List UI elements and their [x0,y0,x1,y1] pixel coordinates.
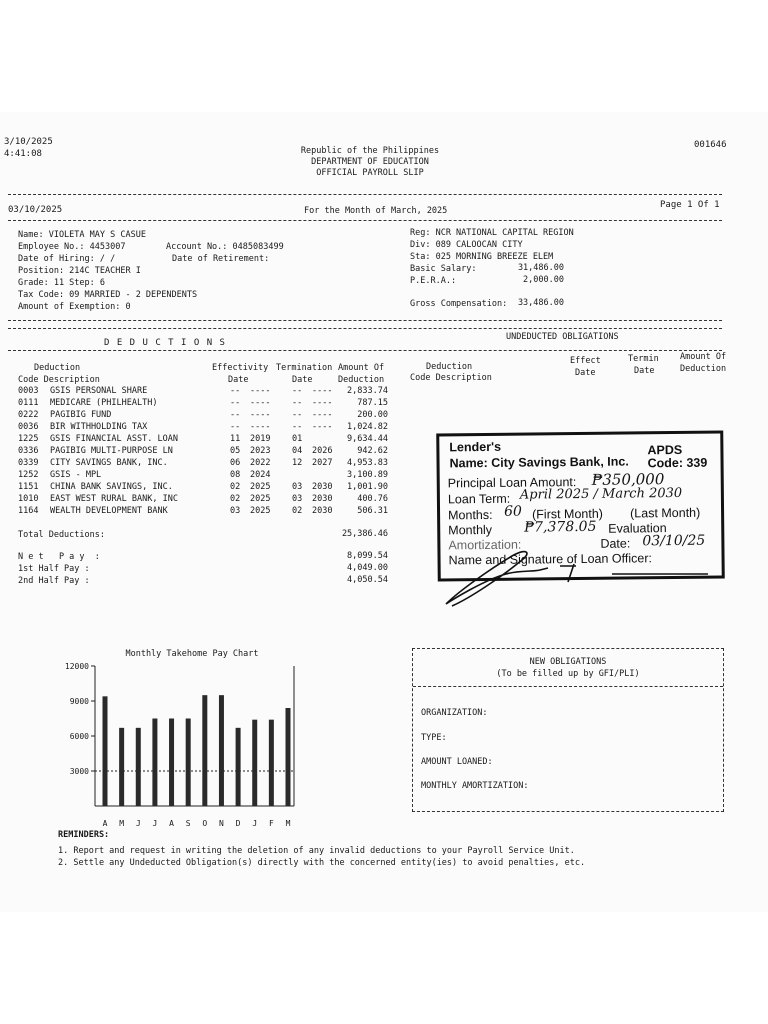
y-tick-label: 9000 [69,697,89,706]
termination-year: ---- [312,422,333,432]
effectivity-month: 08 [230,470,241,480]
lender-apds-stamp [436,431,725,582]
stamp-first-month: (First Month) [532,506,603,522]
x-tick-label: F [268,819,274,828]
x-tick-label: J [152,819,158,828]
stamp-date-label: Date: [600,536,631,551]
second-half-pay-label: 2nd Half Pay : [18,576,90,586]
undeducted-obligations-title: UNDEDUCTED OBLIGATIONS [506,332,619,342]
termination-month: -- [292,410,303,420]
effectivity-month: -- [230,422,241,432]
divider [8,194,722,195]
stamp-lender-name: Name: City Savings Bank, Inc. [449,454,629,471]
takehome-pay-chart [58,644,398,834]
chart-bar [152,719,157,807]
deduction-description: WEALTH DEVELOPMENT BANK [50,506,168,516]
deduction-code: 0339 [18,458,39,468]
termination-month: -- [292,386,303,396]
effectivity-year: 2025 [250,494,271,504]
stamp-lender-label: Lender's [449,439,502,455]
stamp-principal-handwritten: ₱350,000 [591,470,665,489]
termination-month: 03 [292,482,303,492]
deduction-amount: 1,024.82 [347,422,388,432]
deduction-code: 0222 [18,410,39,420]
deduction-amount: 1,001.90 [347,482,388,492]
division: Div: 089 CALOOCAN CITY [410,240,523,250]
effectivity-month: 02 [230,494,241,504]
x-tick-label: M [119,819,125,828]
tax-code: Tax Code: 09 MARRIED - 2 DEPENDENTS [18,290,198,300]
date-of-hiring: Date of Hiring: / / [18,254,116,264]
termination-month: -- [292,398,303,408]
print-date: 3/10/2025 [4,137,53,147]
und-col-termin-date: Date [634,366,655,376]
divider [8,320,722,321]
effectivity-year: ---- [250,410,271,420]
y-tick-label: 6000 [69,732,89,741]
effectivity-month: -- [230,398,241,408]
gross-compensation-label: Gross Compensation: [410,299,508,309]
effectivity-year: 2025 [250,506,271,516]
date-of-retirement: Date of Retirement: [172,254,270,264]
chart-title: Monthly Takehome Pay Chart [125,649,259,659]
col-deduction-amount: Deduction [338,375,385,385]
effectivity-month: 02 [230,482,241,492]
col-effectivity: Effectivity [212,363,269,373]
total-deductions-value: 25,386.46 [341,529,388,539]
effectivity-month: 05 [230,446,241,456]
stamp-code: Code: 339 [647,455,708,471]
new-obligations-subtitle: (To be filled up by GFI/PLI) [496,669,640,679]
deduction-description: EAST WEST RURAL BANK, INC [50,494,178,504]
effectivity-year: 2024 [250,470,271,480]
deduction-row [18,494,398,505]
termination-month: 01 [292,434,303,444]
region: Reg: NCR NATIONAL CAPITAL REGION [410,228,574,238]
employee-number: Employee No.: 4453007 [18,242,126,252]
col-deduction: Deduction [34,363,81,373]
termination-year: 2026 [312,446,333,456]
termination-year: ---- [312,398,333,408]
deduction-code: 0003 [18,386,39,396]
stamp-monthly-label: Monthly [448,522,493,538]
deduction-amount: 942.62 [357,446,388,456]
effectivity-month: 03 [230,506,241,516]
col-code-description: Code Description [18,375,100,385]
deduction-row [18,422,398,433]
und-col-effect: Effect [570,356,601,366]
stamp-amortization-label: Amortization: [448,537,522,553]
first-half-pay-label: 1st Half Pay : [18,564,90,574]
chart-bar [269,720,274,806]
stamp-apds: APDS [647,442,683,458]
new-obligations-box [412,648,724,812]
reminder-2: 2. Settle any Undeducted Obligation(s) directly with the concerned entity(ies) to avoid penalties, etc. [58,858,586,868]
deduction-amount: 9,634.44 [347,434,388,444]
deduction-code: 1225 [18,434,39,444]
deduction-row [18,470,398,481]
amount-loaned-label: AMOUNT LOANED: [421,757,493,767]
deduction-row [18,398,398,409]
stamp-principal-label: Principal Loan Amount: [447,475,577,491]
deduction-code: 1151 [18,482,39,492]
termination-year: 2030 [312,482,333,492]
und-col-deduction-amount: Deduction [680,364,727,374]
basic-salary-label: Basic Salary: [410,264,477,274]
und-col-amount-of: Amount Of [680,352,727,362]
deduction-amount: 506.31 [357,506,388,516]
pera-value: 2,000.00 [523,275,564,285]
effectivity-year: ---- [250,422,271,432]
x-tick-label: S [185,819,191,828]
effectivity-month: 11 [230,434,241,444]
deduction-row [18,446,398,457]
col-termination: Termination [276,363,333,373]
deduction-amount: 787.15 [357,398,388,408]
chart-bar [286,708,291,806]
termination-year: 2027 [312,458,333,468]
net-pay-value: 8,099.54 [347,551,388,561]
und-col-deduction: Deduction [426,362,473,372]
deductions-title: D E D U C T I O N S [104,338,226,348]
deduction-code: 1164 [18,506,39,516]
termination-month: 02 [292,506,303,516]
organization-label: ORGANIZATION: [421,708,488,718]
employee-name: Name: VIOLETA MAY S CASUE [18,230,146,240]
deduction-amount: 200.00 [357,410,388,420]
und-col-termin: Termin [628,354,659,364]
stamp-signature-label: Name and Signature of Loan Officer: [448,551,652,568]
deduction-description: BIR WITHHOLDING TAX [50,422,148,432]
total-deductions-label: Total Deductions: [18,530,105,540]
deduction-row [18,458,398,469]
deduction-row [18,410,398,421]
termination-year: ---- [312,386,333,396]
deduction-row [18,482,398,493]
chart-bar [103,696,108,806]
second-half-pay-value: 4,050.54 [347,575,388,585]
x-tick-label: M [285,819,291,828]
first-half-pay-value: 4,049.00 [347,563,388,573]
x-tick-label: A [102,819,108,828]
amount-of-exemption: Amount of Exemption: 0 [18,302,131,312]
document-number: 001646 [694,140,727,150]
deduction-description: CHINA BANK SAVINGS, INC. [50,482,173,492]
y-tick-label: 12000 [64,662,89,671]
deduction-row [18,506,398,517]
deduction-amount: 4,953.83 [347,458,388,468]
effectivity-month: -- [230,386,241,396]
header-republic: Republic of the Philippines [300,146,440,156]
stamp-monthly-handwritten: ₱7,378.05 [524,518,597,536]
und-col-effect-date: Date [575,368,596,378]
deduction-amount: 2,833.74 [347,386,388,396]
x-tick-label: J [135,819,141,828]
header-department: DEPARTMENT OF EDUCATION [311,157,429,167]
basic-salary-value: 31,486.00 [517,263,564,273]
effectivity-year: 2019 [250,434,271,444]
deduction-description: MEDICARE (PHILHEALTH) [50,398,158,408]
effectivity-month: 06 [230,458,241,468]
deduction-code: 0036 [18,422,39,432]
effectivity-year: ---- [250,386,271,396]
deduction-amount: 400.76 [357,494,388,504]
print-time: 4:41:08 [4,149,42,159]
und-col-code-description: Code Description [410,373,492,383]
x-tick-label: A [169,819,174,828]
col-effectivity-date: Date [228,375,249,385]
effectivity-year: ---- [250,398,271,408]
header-slip-title: OFFICIAL PAYROLL SLIP [316,168,424,178]
page-indicator: Page 1 Of 1 [660,200,720,210]
deduction-code: 1010 [18,494,39,504]
termination-month: 12 [292,458,303,468]
type-label: TYPE: [421,733,447,743]
termination-month: -- [292,422,303,432]
deduction-amount: 3,100.89 [347,470,388,480]
gross-compensation-value: 33,486.00 [517,298,564,308]
chart-bar [219,695,224,806]
x-tick-label: J [252,819,258,828]
stamp-last-month: (Last Month) [630,505,701,521]
chart-bar [252,720,257,806]
deduction-row [18,386,398,397]
slip-date: 03/10/2025 [8,205,63,215]
deduction-code: 1252 [18,470,39,480]
x-tick-label: D [235,819,241,828]
divider [8,328,722,329]
divider [413,686,723,687]
chart-bar [236,728,241,806]
termination-month: 03 [292,494,303,504]
station: Sta: 025 MORNING BREEZE ELEM [410,252,554,262]
chart-bar [202,695,207,806]
termination-year: ---- [312,410,333,420]
stamp-months-label: Months: [448,507,493,523]
x-tick-label: O [202,819,208,828]
deduction-row [18,434,398,445]
net-pay-label: N e t P a y : [18,552,100,562]
deduction-description: PAGIBIG FUND [50,410,112,420]
col-termination-date: Date [292,375,313,385]
deduction-code: 0111 [18,398,39,408]
stamp-evaluation: Evaluation [608,521,667,536]
x-tick-label: N [219,819,224,828]
deduction-description: GSIS - MPL [50,470,102,480]
account-number: Account No.: 0485083499 [166,242,284,252]
chart-bar [119,728,124,806]
divider [8,350,722,351]
effectivity-month: -- [230,410,241,420]
deduction-description: GSIS FINANCIAL ASST. LOAN [50,434,178,444]
stamp-term-handwritten: April 2025 / March 2030 [519,485,683,503]
for-month: For the Month of March, 2025 [304,206,448,216]
y-tick-label: 3000 [69,767,89,776]
effectivity-year: 2023 [250,446,271,456]
deduction-description: GSIS PERSONAL SHARE [50,386,148,396]
reminders-title: REMINDERS: [58,830,110,840]
termination-year: 2030 [312,494,333,504]
deduction-description: PAGIBIG MULTI-PURPOSE LN [50,446,173,456]
termination-year: 2030 [312,506,333,516]
new-obligations-title: NEW OBLIGATIONS [529,657,607,667]
stamp-months-handwritten: 60 [503,503,522,520]
effectivity-year: 2025 [250,482,271,492]
col-amount-of: Amount Of [338,363,385,373]
monthly-amortization-label: MONTHLY AMORTIZATION: [421,781,529,791]
chart-bar [169,719,174,807]
stamp-date-handwritten: 03/10/25 [642,532,706,550]
termination-month: 04 [292,446,303,456]
chart-bar [136,728,141,806]
pera-label: P.E.R.A.: [410,276,457,286]
position: Position: 214C TEACHER I [18,266,141,276]
chart-bar [186,719,191,807]
stamp-term-label: Loan Term: [447,491,511,507]
deduction-description: CITY SAVINGS BANK, INC. [50,458,168,468]
deduction-code: 0336 [18,446,39,456]
divider [8,220,722,221]
grade-step: Grade: 11 Step: 6 [18,278,105,288]
effectivity-year: 2022 [250,458,271,468]
reminder-1: 1. Report and request in writing the deletion of any invalid deductions to your Payroll Service Unit. [58,846,575,856]
